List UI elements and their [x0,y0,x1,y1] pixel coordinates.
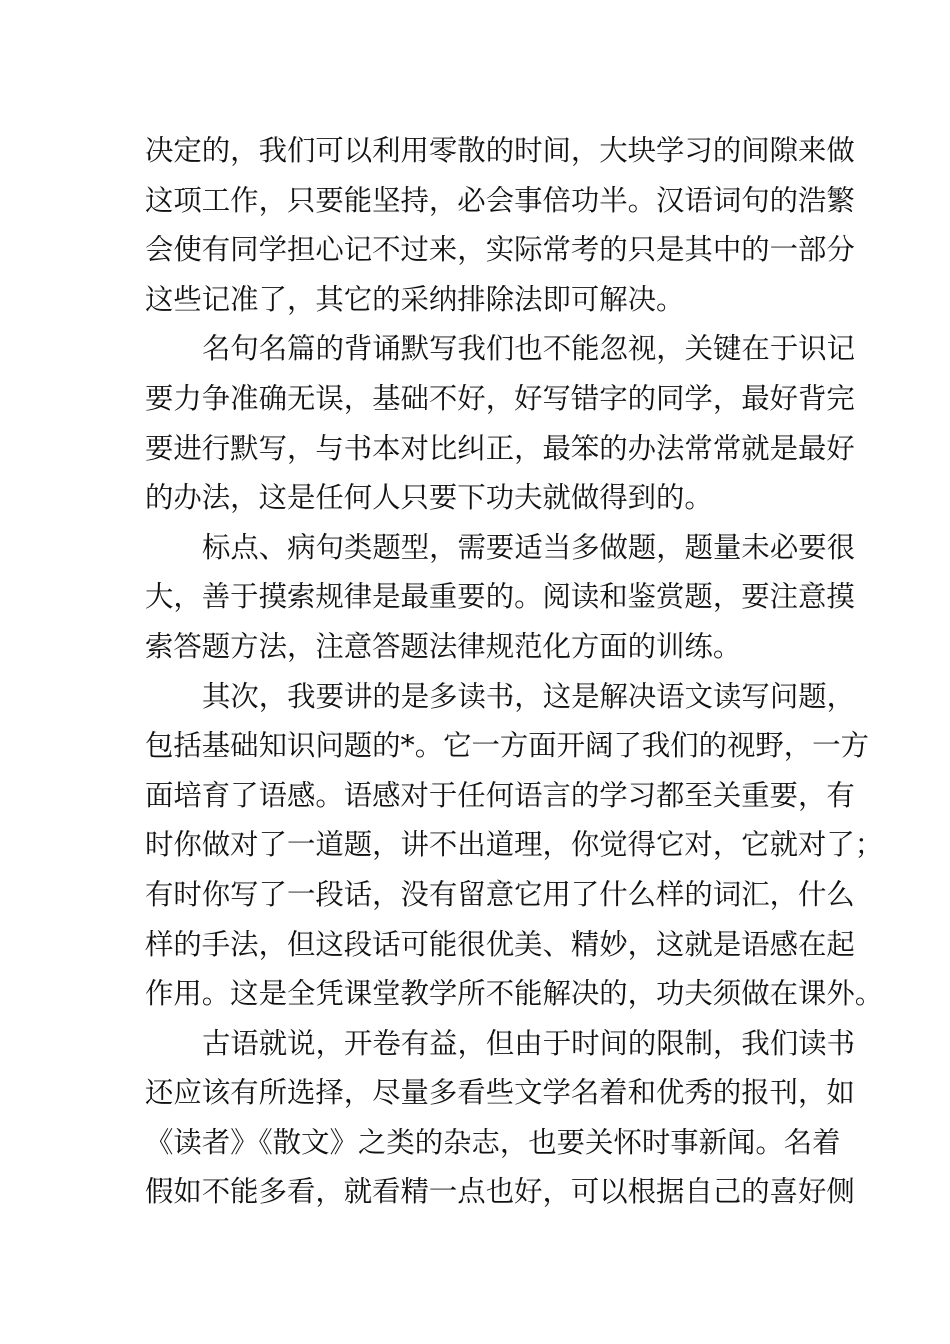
paragraph [145,126,855,324]
text-line: 古语就说，开卷有益，但由于时间的限制，我们读书 [202,1026,855,1060]
text-line: 决定的，我们可以利用零散的时间，大块学习的间隙来做 [145,134,855,167]
paragraph [145,1019,855,1217]
text-line: 标点、病句类题型，需要适当多做题，题量未必要很 [202,530,855,564]
text-line: 的办法，这是任何人只要下功夫就做得到的。 [145,481,713,515]
text-line: 样的手法，但这段话可能很优美、精妙，这就是语感在起 [145,927,855,961]
paragraph [145,672,884,1019]
text-line: 其次，我要讲的是多读书，这是解决语文读写问题， [202,679,855,713]
text-line: 还应该有所选择，尽量多看些文学名着和优秀的报刊，如 [145,1076,855,1110]
text-line: 假如不能多看，就看精一点也好，可以根据自己的喜好侧 [145,1175,855,1209]
text-line: 要力争准确无误，基础不好，好写错字的同学，最好背完 [145,381,855,415]
text-line: 面培育了语感。语感对于任何语言的学习都至关重要，有 [145,778,855,812]
paragraph [145,324,855,522]
paragraph [145,523,855,672]
text-line: 这些记准了，其它的采纳排除法即可解决。 [145,282,685,316]
text-line: 索答题方法，注意答题法律规范化方面的训练。 [145,629,742,663]
text-line: 作用。这是全凭课堂教学所不能解决的，功夫须做在课外。 [145,977,884,1011]
text-line: 有时你写了一段话，没有留意它用了什么样的词汇，什么 [145,877,855,911]
text-line: 名句名篇的背诵默写我们也不能忽视，关键在于识记 [202,332,855,366]
document-body [145,126,884,1217]
text-line: 要进行默写，与书本对比纠正，最笨的办法常常就是最好 [145,431,855,465]
text-line: 大，善于摸索规律是最重要的。阅读和鉴赏题，要注意摸 [145,580,855,614]
text-line: 《读者》《散文》之类的杂志，也要关怀时事新闻。名着 [145,1125,841,1159]
text-line: 时你做对了一道题，讲不出道理，你觉得它对，它就对了； [145,828,884,862]
text-line: 包括基础知识问题的*。它一方面开阔了我们的视野，一方 [145,729,869,763]
text-line: 这项工作，只要能坚持，必会事倍功半。汉语词句的浩繁 [145,183,855,217]
text-line: 会使有同学担心记不过来，实际常考的只是其中的一部分 [145,233,855,267]
